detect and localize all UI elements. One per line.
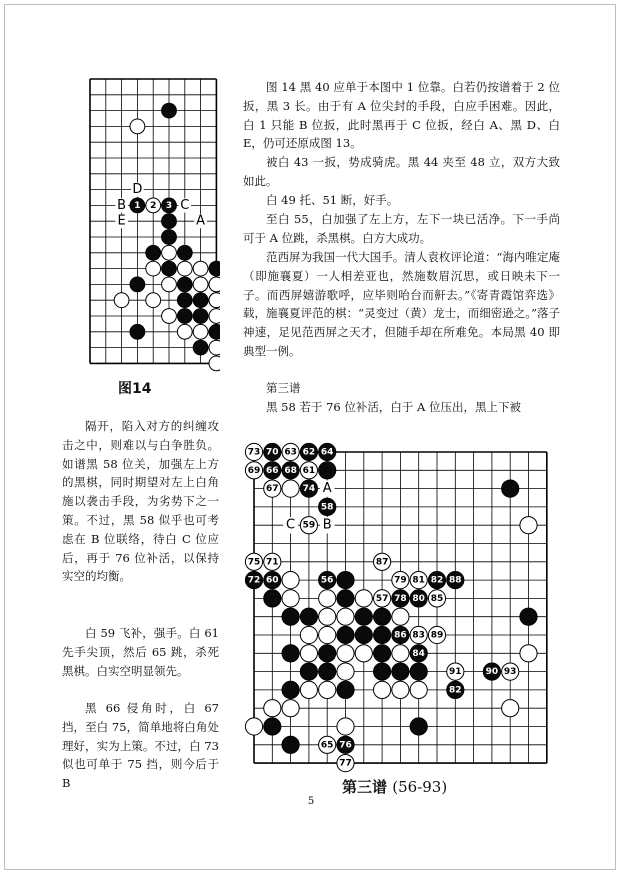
black-stone xyxy=(162,103,177,118)
point-label: B xyxy=(322,517,332,533)
move-number: 81 xyxy=(412,575,425,586)
move-number: 82 xyxy=(430,575,444,586)
move-number: 57 xyxy=(375,593,389,604)
white-stone xyxy=(392,645,409,662)
white-stone xyxy=(209,309,220,324)
white-stone xyxy=(282,590,299,607)
move-number: 59 xyxy=(302,520,316,531)
third-diagram-board xyxy=(236,437,566,773)
move-number: 61 xyxy=(302,465,316,476)
move-number: 56 xyxy=(320,575,334,586)
white-stone xyxy=(502,700,519,717)
third-diagram-caption xyxy=(342,776,447,797)
move-number: 70 xyxy=(266,447,279,458)
figure-14-board xyxy=(84,73,220,377)
black-stone xyxy=(374,663,391,680)
point-label: E xyxy=(117,213,126,229)
black-stone xyxy=(319,462,336,479)
black-stone xyxy=(193,293,208,308)
black-stone xyxy=(337,572,354,589)
move-number: 93 xyxy=(503,667,517,678)
paragraph: 图 14 黑 40 应单于本图中 1 位靠。白若仍按谱着于 2 位扳，黑 3 长。由于有 A 位尖封的手段，白应手困难。因此，白 1 只能 B 位扳，此时黑再于 C 位扳，经白 A、黑 D、白 E，仍可还原成图 13。 xyxy=(243,80,560,151)
black-stone xyxy=(374,645,391,662)
white-stone xyxy=(337,608,354,625)
move-number: 68 xyxy=(284,465,297,476)
move-number: 85 xyxy=(430,593,444,604)
black-stone xyxy=(282,681,299,698)
point-label: C xyxy=(180,197,190,213)
move-number: 66 xyxy=(266,465,279,476)
point-label: C xyxy=(286,517,296,533)
move-number: 3 xyxy=(165,200,173,211)
move-number: 76 xyxy=(339,740,352,751)
black-stone xyxy=(193,340,208,355)
move-number: 69 xyxy=(247,465,261,476)
black-stone xyxy=(193,309,208,324)
black-stone xyxy=(209,261,220,276)
move-number: 58 xyxy=(320,502,334,513)
black-stone xyxy=(355,608,372,625)
move-number: 80 xyxy=(412,593,425,604)
black-stone xyxy=(392,663,409,680)
white-stone xyxy=(319,608,336,625)
move-number: 73 xyxy=(247,447,261,458)
white-stone xyxy=(193,261,208,276)
move-number: 1 xyxy=(134,200,141,211)
black-stone xyxy=(374,608,391,625)
move-number: 89 xyxy=(430,630,444,641)
white-stone xyxy=(177,261,192,276)
move-number: 82 xyxy=(449,685,462,696)
white-stone xyxy=(177,324,192,339)
black-stone xyxy=(162,230,177,245)
white-stone xyxy=(392,608,409,625)
black-stone xyxy=(319,663,336,680)
move-number: 65 xyxy=(320,740,334,751)
white-stone xyxy=(300,626,317,643)
move-number: 71 xyxy=(266,557,279,568)
white-stone xyxy=(162,245,177,260)
white-stone xyxy=(355,590,372,607)
paragraph: 白 59 飞补，强手。白 61 先手尖顶，然后 65 跳，杀死黑棋。白实空明显领先。 xyxy=(62,626,219,678)
white-stone xyxy=(520,517,537,534)
move-number: 75 xyxy=(247,557,261,568)
white-stone xyxy=(392,681,409,698)
black-stone xyxy=(300,663,317,680)
black-stone xyxy=(337,626,354,643)
move-number: 2 xyxy=(150,200,157,211)
black-stone xyxy=(410,718,427,735)
white-stone xyxy=(146,293,161,308)
move-number: 74 xyxy=(302,484,316,495)
white-stone xyxy=(209,277,220,292)
move-number: 83 xyxy=(412,630,425,641)
black-stone xyxy=(162,214,177,229)
move-number: 77 xyxy=(339,758,352,769)
move-number: 86 xyxy=(394,630,407,641)
white-stone xyxy=(374,681,391,698)
black-stone xyxy=(319,645,336,662)
paragraph: 被白 43 一扳，势成骑虎。黑 44 夹至 48 立，双方大致如此。 xyxy=(243,155,560,188)
move-number: 79 xyxy=(394,575,407,586)
white-stone xyxy=(114,293,129,308)
white-stone xyxy=(245,718,262,735)
white-stone xyxy=(130,119,145,134)
paragraph: 隔开，陷入对方的纠缠攻击之中，则难以与白争胜负。如谱黑 58 位关，加强左上方的黑棋，同时期望对左上白角施以袭击手段，为劣势下之一策。不过，黑 58 似乎也可考虑在 B 位联络，待白 C 位应后，再于 76 位补活，以保持实空的均衡。 xyxy=(62,419,219,584)
white-stone xyxy=(319,590,336,607)
move-number: 64 xyxy=(320,447,334,458)
white-stone xyxy=(162,309,177,324)
white-stone xyxy=(300,645,317,662)
caption-title: 第三谱 xyxy=(342,778,388,796)
black-stone xyxy=(282,645,299,662)
black-stone xyxy=(300,608,317,625)
move-number: 72 xyxy=(247,575,261,586)
black-stone xyxy=(130,277,145,292)
move-number: 67 xyxy=(266,484,279,495)
white-stone xyxy=(319,681,336,698)
paragraph: 黑 66 侵角时，白 67 挡，至白 75，简单地将白角处理好，实为上策。不过，白 73 似也可单于 75 挡，则今后于 B xyxy=(62,701,219,791)
point-label: A xyxy=(322,481,332,497)
move-number: 88 xyxy=(449,575,462,586)
paragraph: 白 49 托、51 断，好手。 xyxy=(266,193,399,207)
black-stone xyxy=(146,245,161,260)
black-stone xyxy=(177,245,192,260)
white-stone xyxy=(319,626,336,643)
black-stone xyxy=(520,608,537,625)
white-stone xyxy=(337,645,354,662)
black-stone xyxy=(374,626,391,643)
section-heading: 第三谱 xyxy=(266,381,301,395)
point-label: A xyxy=(196,213,206,229)
black-stone xyxy=(410,663,427,680)
white-stone xyxy=(282,480,299,497)
point-label: B xyxy=(117,197,127,213)
white-stone xyxy=(520,645,537,662)
black-stone xyxy=(162,261,177,276)
white-stone xyxy=(410,681,427,698)
white-stone xyxy=(209,340,220,355)
black-stone xyxy=(264,718,281,735)
black-stone xyxy=(337,681,354,698)
paragraph: 至白 55，白加强了左上方，左下一块已活净。下一手尚可于 A 位跳，杀黑棋。白方大成功。 xyxy=(243,212,560,245)
paragraph: 范西屏为我国一代大国手。清人袁枚评论道：“海内唯定庵（即施襄夏）一人相差亚也，然施数眉沉思，或日映未下一子。而西屏嬉游歌呼，应毕则咍台而鼾去。”《寄青霞馆弈选》载，施襄夏评范的棋：“灵变过（黄）龙士，而细密逊之。”落子神速，足见范西屏之天才，但随手却在所难免。本局黑 40 即典型一例。 xyxy=(243,250,560,358)
white-stone xyxy=(146,261,161,276)
black-stone xyxy=(177,309,192,324)
white-stone xyxy=(209,356,220,371)
black-stone xyxy=(282,736,299,753)
white-stone xyxy=(337,663,354,680)
black-stone xyxy=(282,608,299,625)
black-stone xyxy=(264,590,281,607)
white-stone xyxy=(282,572,299,589)
paragraph: 黑 58 若于 76 位补活，白于 A 位压出，黑上下被 xyxy=(266,400,522,414)
black-stone xyxy=(130,324,145,339)
move-number: 91 xyxy=(449,667,462,678)
move-number: 78 xyxy=(394,593,407,604)
white-stone xyxy=(264,700,281,717)
move-number: 90 xyxy=(485,667,499,678)
page-number: 5 xyxy=(307,796,315,807)
black-stone xyxy=(209,324,220,339)
move-number: 60 xyxy=(266,575,279,586)
black-stone xyxy=(355,626,372,643)
black-stone xyxy=(177,293,192,308)
white-stone xyxy=(162,277,177,292)
white-stone xyxy=(209,293,220,308)
figure-14-caption: 图14 xyxy=(118,381,152,397)
black-stone xyxy=(502,480,519,497)
move-number: 87 xyxy=(375,557,389,568)
black-stone xyxy=(177,277,192,292)
white-stone xyxy=(355,645,372,662)
move-number: 62 xyxy=(302,447,316,458)
white-stone xyxy=(300,681,317,698)
white-stone xyxy=(282,700,299,717)
black-stone xyxy=(337,590,354,607)
white-stone xyxy=(193,324,208,339)
move-number: 84 xyxy=(412,648,425,659)
white-stone xyxy=(193,277,208,292)
move-number: 63 xyxy=(284,447,297,458)
caption-range: (56-93) xyxy=(392,778,448,796)
point-label: D xyxy=(132,182,143,198)
white-stone xyxy=(337,718,354,735)
